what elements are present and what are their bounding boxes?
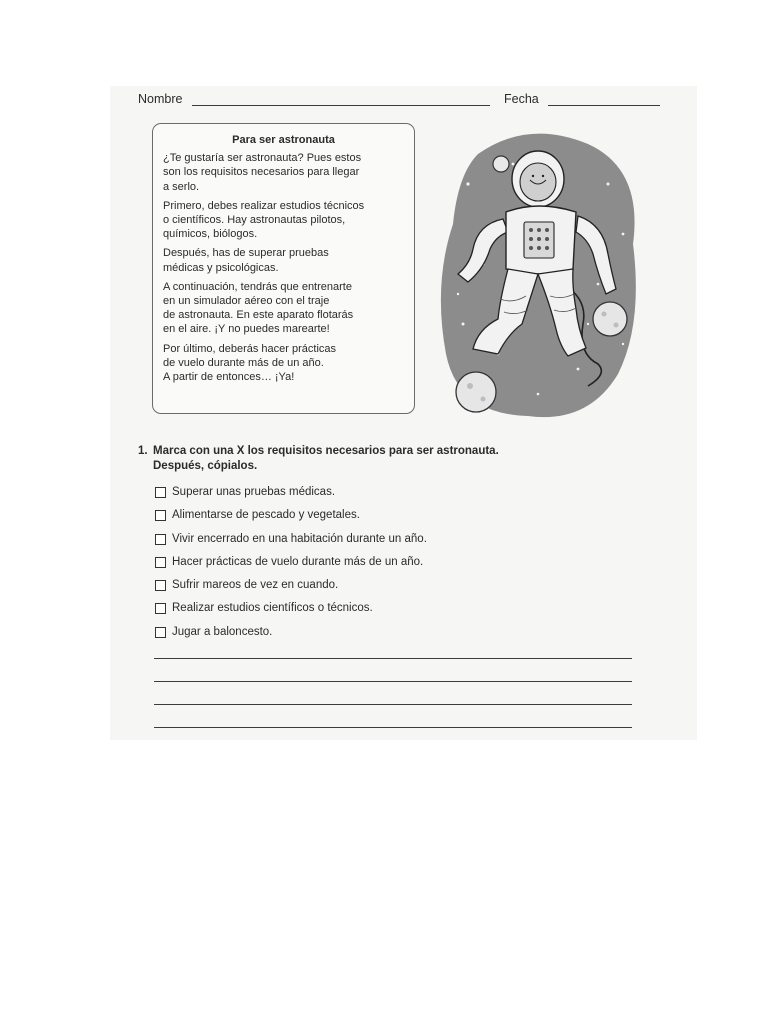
option-label: Vivir encerrado en una habitación durante un año. — [172, 532, 427, 545]
moon-planet — [456, 372, 496, 412]
option-item — [155, 509, 555, 532]
fecha-field[interactable] — [548, 105, 660, 106]
fecha-label: Fecha — [504, 92, 539, 106]
astronaut-illustration — [438, 124, 638, 424]
answer-line[interactable] — [154, 681, 632, 682]
question-number: 1. — [138, 445, 148, 457]
reading-title: Para ser astronauta — [232, 134, 335, 146]
option-item — [155, 602, 555, 625]
reading-box — [152, 123, 415, 414]
option-item — [155, 556, 555, 579]
checkbox[interactable] — [155, 557, 166, 568]
option-label: Jugar a baloncesto. — [172, 625, 273, 638]
nombre-field[interactable] — [192, 105, 490, 106]
checkbox[interactable] — [155, 603, 166, 614]
options-list — [155, 486, 555, 649]
checkbox[interactable] — [155, 510, 166, 521]
option-item — [155, 579, 555, 602]
checkbox[interactable] — [155, 580, 166, 591]
answer-line[interactable] — [154, 704, 632, 705]
checkbox[interactable] — [155, 487, 166, 498]
option-item — [155, 626, 555, 649]
worksheet — [110, 86, 697, 740]
reading-paragraph: Después, has de superar pruebas médicas y psicológicas. — [163, 247, 329, 274]
small-planet — [493, 156, 509, 172]
checkbox[interactable] — [155, 627, 166, 638]
reading-paragraph: Primero, debes realizar estudios técnicos o científicos. Hay astronautas pilotos, químicos, biólogos. — [163, 199, 365, 241]
option-label: Superar unas pruebas médicas. — [172, 486, 336, 498]
reading-paragraph: ¿Te gustaría ser astronauta? Pues estos son los requisitos necesarios para llegar a serlo. — [163, 152, 362, 193]
option-label: Alimentarse de pescado y vegetales. — [172, 509, 360, 522]
header-row — [138, 92, 638, 110]
option-label: Realizar estudios científicos o técnicos. — [172, 602, 373, 615]
round-planet — [593, 302, 627, 336]
option-label: Hacer prácticas de vuelo durante más de un año. — [172, 555, 424, 568]
reading-paragraph: Por último, deberás hacer prácticas de vuelo durante más de un año. A partir de entonces… ¡Ya! — [163, 342, 337, 384]
checkbox[interactable] — [155, 534, 166, 545]
answer-line[interactable] — [154, 727, 632, 728]
question-text: Marca con una X los requisitos necesarios para ser astronauta. Después, cópialos. — [153, 445, 499, 472]
nombre-label: Nombre — [138, 92, 183, 106]
option-label: Sufrir mareos de vez en cuando. — [172, 579, 339, 592]
answer-line[interactable] — [154, 658, 632, 659]
option-item — [155, 533, 555, 556]
reading-paragraph: A continuación, tendrás que entrenarte en un simulador aéreo con el traje de astronauta. En este aparato flotarás en el aire. ¡Y no puedes marearte! — [163, 280, 354, 336]
option-item — [155, 486, 555, 509]
